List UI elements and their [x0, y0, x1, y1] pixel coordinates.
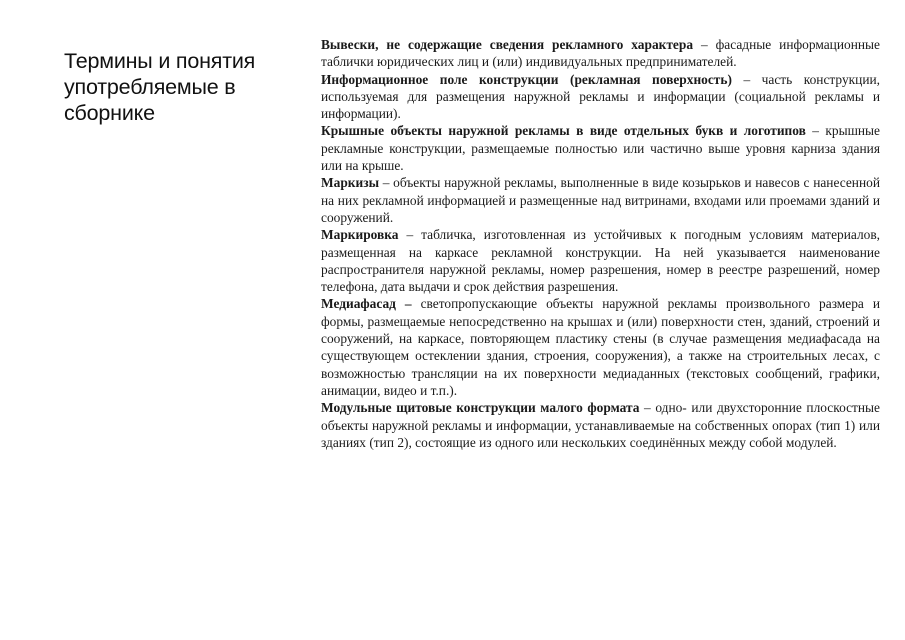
term-name: Маркировка [321, 227, 399, 243]
term-definition: – табличка, изготовленная из устойчивых к погодным условиям материалов, размещенная на каркасе рекламной конструкции. На ней указывается наименование распространителя наружной рекламы, номер разрешения, номер в реестре разрешений, номер телефона, дата выдачи и срок действия разрешения. [321, 227, 880, 295]
term-name: Крышные объекты наружной рекламы в виде отдельных букв и логотипов [321, 123, 806, 139]
term-name: Вывески, не содержащие сведения рекламного характера [321, 37, 694, 52]
term-definition: – одно- или двухсторонние плоскостные объекты наружной рекламы и информации, устанавливаемые на собственных опорах (тип 1) или зданиях (тип 2), состоящие из одного или нескольких соединённых между собой модулей. [321, 400, 881, 450]
term-entry [321, 174, 880, 226]
term-name: Медиафасад – [321, 296, 412, 312]
term-entry [321, 36, 880, 71]
term-entry [321, 295, 880, 399]
terms-list [321, 36, 880, 451]
term-definition: – фасадные информационные таблички юридических лиц и (или) индивидуальных предпринимателей. [321, 37, 880, 70]
term-definition: – часть конструкции, используемая для размещения наружной рекламы и информации (социальной рекламы и информации). [321, 71, 881, 122]
term-entry [321, 122, 880, 174]
term-name: Информационное поле конструкции (рекламная поверхность) [321, 71, 732, 87]
term-entry [321, 71, 880, 123]
term-definition: светопропускающие объекты наружной рекламы произвольного размера и формы, размещаемые непосредственно на крышах и (или) поверхности стен, зданий, строений и сооружений, на каркасе, повторяющем пластику стены (в случае размещения медиафасада на существующем остеклении здания, строения, сооружения), а также на строительных лесах, с возможностью трансляции на их поверхности медиаданных (текстовых сообщений, графики, анимации, видео и т.п.). [321, 296, 880, 398]
term-name: Модульные щитовые конструкции малого формата [321, 400, 640, 416]
section-title: Термины и понятия употребляемые в сборнике [64, 49, 256, 125]
term-name: Маркизы [321, 175, 380, 191]
term-definition: – крышные рекламные конструкции, размещаемые полностью или частично выше уровня карниза здания или на крыше. [321, 123, 880, 174]
term-entry [321, 399, 880, 451]
term-entry [321, 226, 880, 295]
term-definition: – объекты наружной рекламы, выполненные в виде козырьков и навесов с нанесенной на них рекламной информацией и размещенные над витринами, входами или проемами зданий и сооружений. [321, 175, 880, 225]
